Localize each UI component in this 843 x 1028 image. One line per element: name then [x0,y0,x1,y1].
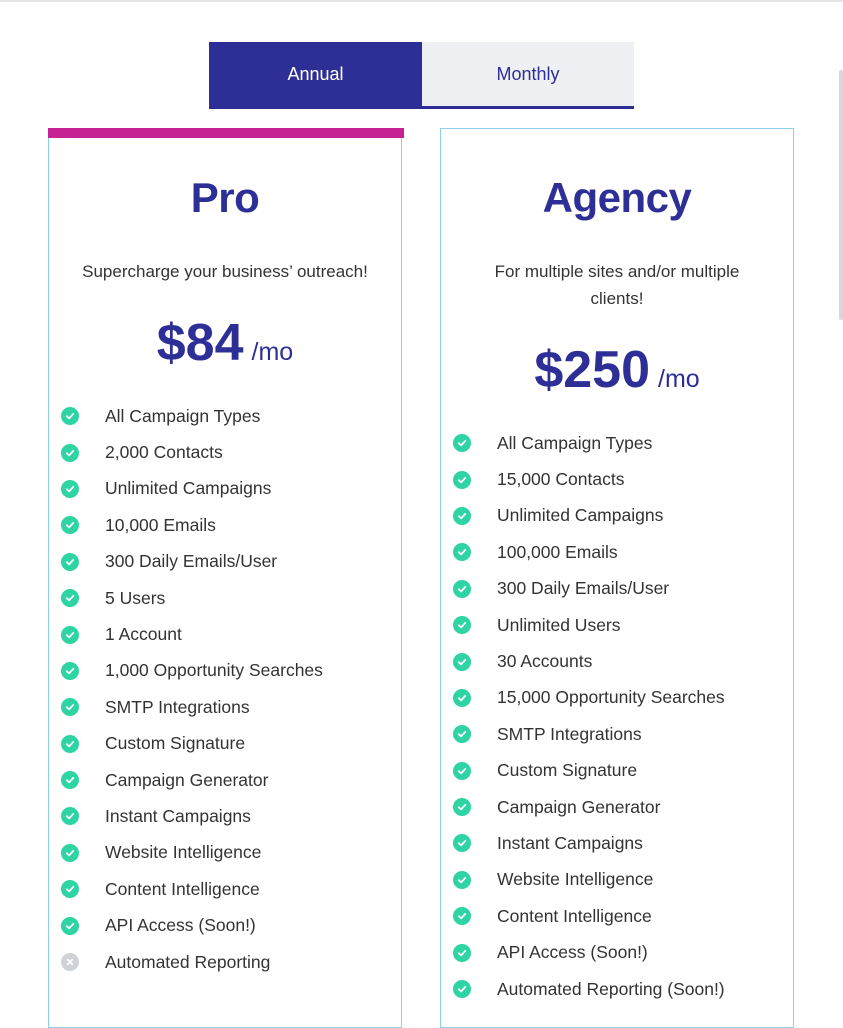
check-circle-icon [61,807,79,825]
check-circle-icon [453,471,471,489]
feature-item [453,461,725,497]
feature-label: 5 Users [105,587,166,608]
featured-accent-bar [48,128,404,138]
check-circle-icon [61,553,79,571]
price-row [49,313,401,373]
feature-item [61,871,323,907]
plan-tagline-line2: clients! [590,289,644,308]
feature-item [453,607,725,643]
feature-item [61,798,323,834]
check-circle-icon [453,689,471,707]
plan-tagline-line1: For multiple sites and/or multiple [494,262,740,281]
feature-item [61,434,323,470]
price-amount: $84 [156,314,244,372]
plan-name: Agency [542,174,692,221]
check-circle-icon [61,662,79,680]
check-circle-icon [61,626,79,644]
plan-tagline: Supercharge your business’ outreach! [82,262,368,281]
feature-item [61,507,323,543]
feature-item [61,726,323,762]
check-circle-icon [453,507,471,525]
check-circle-icon [453,616,471,634]
feature-label: 100,000 Emails [497,541,618,562]
check-circle-icon [453,580,471,598]
check-circle-icon [61,698,79,716]
check-circle-icon [453,871,471,889]
feature-label: 2,000 Contacts [105,442,223,463]
pricing-card-agency [440,128,794,1028]
feature-item [61,544,323,580]
feature-item [453,862,725,898]
feature-label: SMTP Integrations [497,723,642,744]
feature-item [453,498,725,534]
feature-item [61,398,323,434]
plan-name: Pro [190,174,260,221]
feature-item [453,643,725,679]
feature-item [453,425,725,461]
feature-label: Website Intelligence [105,842,262,863]
feature-label: Content Intelligence [497,905,652,926]
check-circle-icon [61,516,79,534]
check-circle-icon [61,771,79,789]
feature-item [453,716,725,752]
feature-label: Automated Reporting [105,951,271,972]
price-amount: $250 [534,341,650,399]
feature-label: Unlimited Campaigns [497,505,664,526]
check-circle-icon [453,762,471,780]
feature-label: Instant Campaigns [497,832,643,853]
price-period: /mo [658,365,700,393]
feature-label: SMTP Integrations [105,696,250,717]
feature-label: Campaign Generator [497,796,661,817]
feature-item [61,944,323,980]
check-circle-icon [453,543,471,561]
check-circle-icon [453,653,471,671]
feature-label: 1 Account [105,624,182,645]
feature-list [61,398,323,980]
scrollbar[interactable] [839,70,843,320]
feature-item [61,762,323,798]
tab-annual[interactable]: Annual [209,42,422,109]
feature-label: All Campaign Types [497,432,653,453]
feature-label: Automated Reporting (Soon!) [497,978,725,999]
feature-label: API Access (Soon!) [497,942,648,963]
check-circle-icon [61,589,79,607]
feature-label: Custom Signature [105,733,246,754]
feature-label: All Campaign Types [105,405,261,426]
feature-label: Unlimited Campaigns [105,478,272,499]
check-circle-icon [453,980,471,998]
feature-label: 15,000 Contacts [497,469,625,490]
feature-item [61,471,323,507]
feature-label: API Access (Soon!) [105,915,256,936]
check-circle-icon [453,834,471,852]
tab-monthly[interactable]: Monthly [422,42,634,109]
feature-item [61,616,323,652]
feature-item [453,971,725,1007]
check-circle-icon [61,880,79,898]
feature-label: Website Intelligence [497,869,654,890]
check-circle-icon [453,434,471,452]
feature-label: Custom Signature [497,760,638,781]
price-row [441,340,793,400]
feature-label: 10,000 Emails [105,514,216,535]
check-circle-icon [61,407,79,425]
x-circle-icon [61,953,79,971]
feature-item [61,689,323,725]
feature-item [453,898,725,934]
feature-item [453,571,725,607]
billing-toggle [209,42,634,109]
top-divider [0,0,843,2]
check-circle-icon [453,725,471,743]
feature-label: 300 Daily Emails/User [105,551,278,572]
feature-item [453,753,725,789]
price-period: /mo [251,338,294,366]
feature-label: 30 Accounts [497,651,593,672]
feature-label: Content Intelligence [105,878,260,899]
feature-label: Unlimited Users [497,614,621,635]
feature-item [61,580,323,616]
feature-label: Instant Campaigns [105,805,251,826]
feature-item [453,680,725,716]
feature-item [61,653,323,689]
feature-item [453,825,725,861]
feature-item [453,789,725,825]
feature-label: 15,000 Opportunity Searches [497,687,725,708]
pricing-card-pro [48,128,402,1028]
feature-item [453,934,725,970]
check-circle-icon [61,735,79,753]
check-circle-icon [61,444,79,462]
check-circle-icon [453,798,471,816]
feature-item [61,835,323,871]
check-circle-icon [61,917,79,935]
check-circle-icon [61,480,79,498]
feature-list [453,425,725,1007]
feature-item [453,534,725,570]
feature-label: 300 Daily Emails/User [497,578,670,599]
feature-label: 1,000 Opportunity Searches [105,660,323,681]
plan-tagline [441,258,793,312]
feature-label: Campaign Generator [105,769,269,790]
check-circle-icon [453,907,471,925]
check-circle-icon [61,844,79,862]
check-circle-icon [453,944,471,962]
feature-item [61,907,323,943]
